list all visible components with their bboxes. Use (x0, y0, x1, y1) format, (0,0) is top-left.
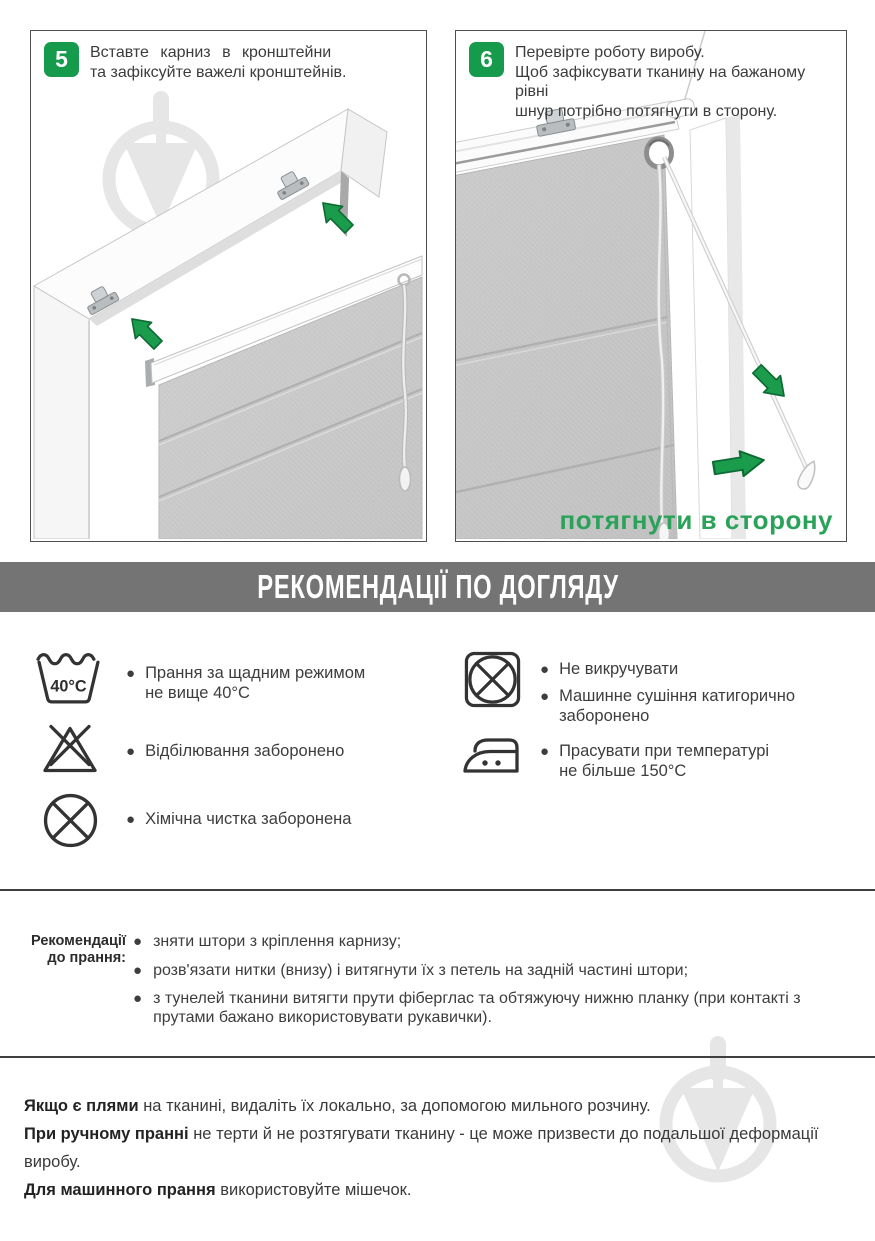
step-number-badge: 5 (44, 42, 79, 77)
note-bold: Для машинного прання (24, 1181, 216, 1199)
step-instruction-line: Перевірте роботу виробу. (515, 44, 705, 61)
iron-150-icon (461, 736, 523, 778)
cord-tassel (796, 459, 820, 491)
green-arrow-icon (124, 311, 166, 353)
washing-bullet: ● розв'язати нитки (внизу) і витягнути їх з петель на задній частині штори; (133, 961, 689, 979)
section-divider (0, 1056, 875, 1058)
window-frame (690, 114, 746, 539)
roman-blind-fabric (456, 135, 820, 539)
care-item (126, 742, 344, 762)
care-item (540, 660, 678, 680)
bullet-dot: ● (540, 743, 550, 760)
note-line: Якщо є плями на тканині, видаліть їх локально, за допомогою мильного розчину. (24, 1097, 651, 1115)
care-banner (0, 562, 875, 612)
step-instruction-line: та зафіксуйте важелі кронштейнів. (90, 63, 347, 81)
step-number-badge: 6 (469, 42, 504, 77)
bullet-dot: ● (126, 665, 136, 682)
care-item-label: Відбілювання заборонено (145, 742, 345, 760)
care-item-label: Не викручувати (559, 660, 679, 678)
section-divider (0, 889, 875, 891)
step6-header (469, 42, 838, 121)
note-line: При ручному пранні не терти й не розтягувати тканину - це може призвести до подальшої деформації виробу. (24, 1125, 819, 1171)
green-arrow-icon (315, 195, 357, 237)
care-item (540, 687, 795, 726)
step-panel-6 (455, 30, 847, 542)
care-item-label: Машинне сушіння катигорично заборонено (559, 687, 796, 725)
care-item-label: Прасувати при температурі не більше 150°С (559, 742, 770, 780)
cord-tassel (400, 467, 411, 491)
step-instruction-line: Вставте карниз в кронштейни (90, 44, 332, 61)
bullet-dot: ● (133, 961, 143, 979)
wash-temp-label: 40°C (50, 677, 87, 696)
bullet-dot: ● (540, 661, 550, 678)
step-panel-5 (30, 30, 427, 542)
care-item (540, 742, 769, 781)
step-instruction (90, 42, 346, 82)
wash-40-icon (35, 650, 102, 707)
roman-blind (145, 256, 422, 539)
care-item (126, 664, 365, 703)
note-bold: При ручному пранні (24, 1125, 189, 1143)
care-item-label: Хімічна чистка заборонена (145, 810, 352, 828)
pull-aside-callout: потягнути в сторону (559, 505, 833, 535)
washing-recommendations-list (133, 932, 859, 1036)
bullet-dot: ● (540, 688, 550, 705)
care-banner-title: РЕКОМЕНДАЦІЇ ПО ДОГЛЯДУ (256, 568, 619, 605)
care-item-label: Прання за щадним режимом не вище 40°С (145, 664, 366, 702)
washing-bullet: ● зняти штори з кріплення карнизу; (133, 933, 402, 950)
no-bleach-icon (41, 723, 99, 776)
no-wring-icon (463, 650, 522, 709)
bullet-dot: ● (126, 743, 136, 760)
no-dry-clean-icon (42, 792, 99, 849)
note-bold: Якщо є плями (24, 1097, 139, 1115)
bullet-dot: ● (133, 933, 143, 950)
notes-section (24, 1092, 852, 1204)
green-arrow-icon (749, 361, 793, 405)
washing-bullet: ● з тунелей тканини витягти прути фіберглас та обтяжуючу нижню планку (при контакті з прутами бажано використовувати рукавички). (133, 990, 801, 1026)
step-instruction (515, 42, 838, 121)
step-instruction-line: шнур потрібно потягнути в сторону. (515, 102, 778, 120)
care-item (126, 810, 351, 830)
washing-recommendations-label: Рекомендації до прання: (31, 933, 126, 966)
step5-illustration (31, 31, 424, 539)
bullet-dot: ● (126, 811, 136, 828)
note-line: Для машинного прання використовуйте мішечок. (24, 1181, 412, 1199)
bullet-dot: ● (133, 990, 143, 1007)
step-instruction-line: Щоб зафіксувати тканину на бажаному рівні (515, 63, 806, 100)
step5-header (44, 42, 418, 82)
